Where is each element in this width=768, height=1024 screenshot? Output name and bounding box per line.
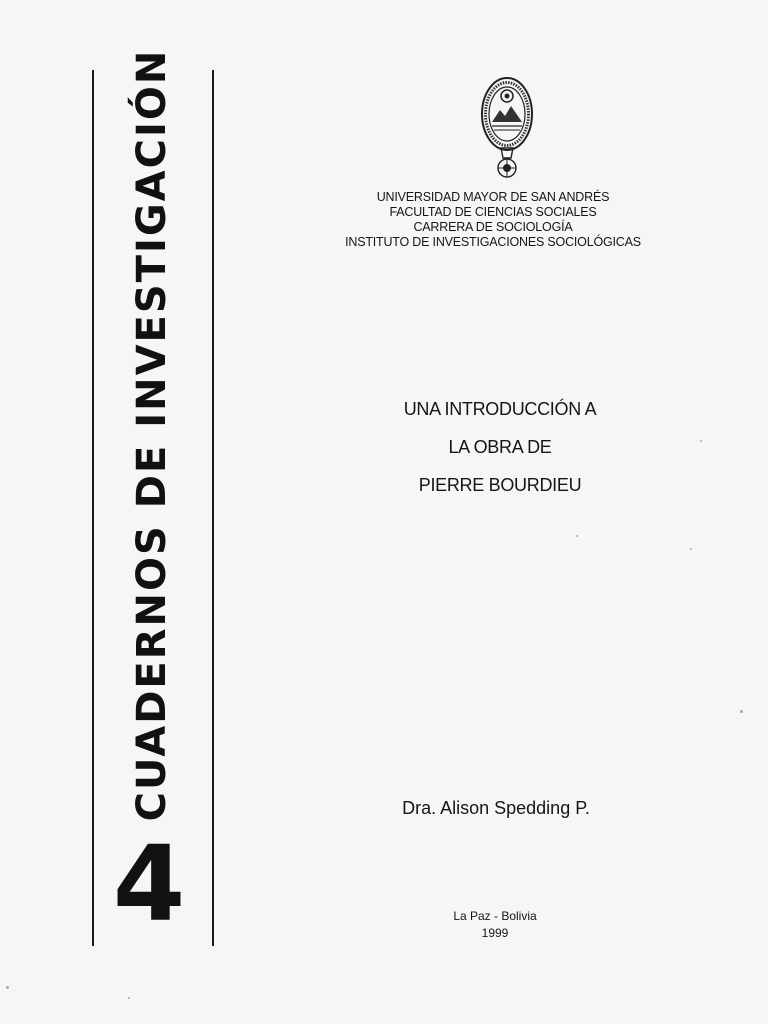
book-title [330, 390, 670, 504]
institution-line-faculty: FACULTAD DE CIENCIAS SOCIALES [389, 205, 597, 219]
author-name: Dra. Alison Spedding P. [402, 798, 590, 818]
spine-right-rule [212, 70, 214, 946]
spine-left-rule [92, 70, 94, 946]
scan-speck [690, 548, 692, 550]
institution-line-institute: INSTITUTO DE INVESTIGACIONES SOCIOLÓGICAS [345, 235, 641, 249]
imprint [420, 908, 570, 942]
scan-speck [6, 986, 9, 989]
university-seal-icon [478, 72, 536, 184]
institution-block [300, 190, 686, 250]
scan-speck [128, 997, 130, 999]
imprint-place: La Paz - Bolivia [453, 909, 537, 923]
book-title-line-1: UNA INTRODUCCIÓN A [403, 399, 597, 419]
book-title-line-3: PIERRE BOURDIEU [418, 475, 582, 495]
book-title-line-2: LA OBRA DE [448, 437, 552, 457]
scan-speck [700, 440, 702, 442]
scan-speck [740, 710, 743, 713]
institution-line-university: UNIVERSIDAD MAYOR DE SAN ANDRÉS [376, 190, 610, 204]
imprint-year: 1999 [481, 926, 509, 940]
institution-line-department: CARRERA DE SOCIOLOGÍA [413, 220, 573, 234]
series-title: CUADERNOS DE INVESTIGACIÓN [129, 48, 175, 822]
scan-speck [576, 535, 578, 537]
series-number: 4 [112, 823, 186, 945]
